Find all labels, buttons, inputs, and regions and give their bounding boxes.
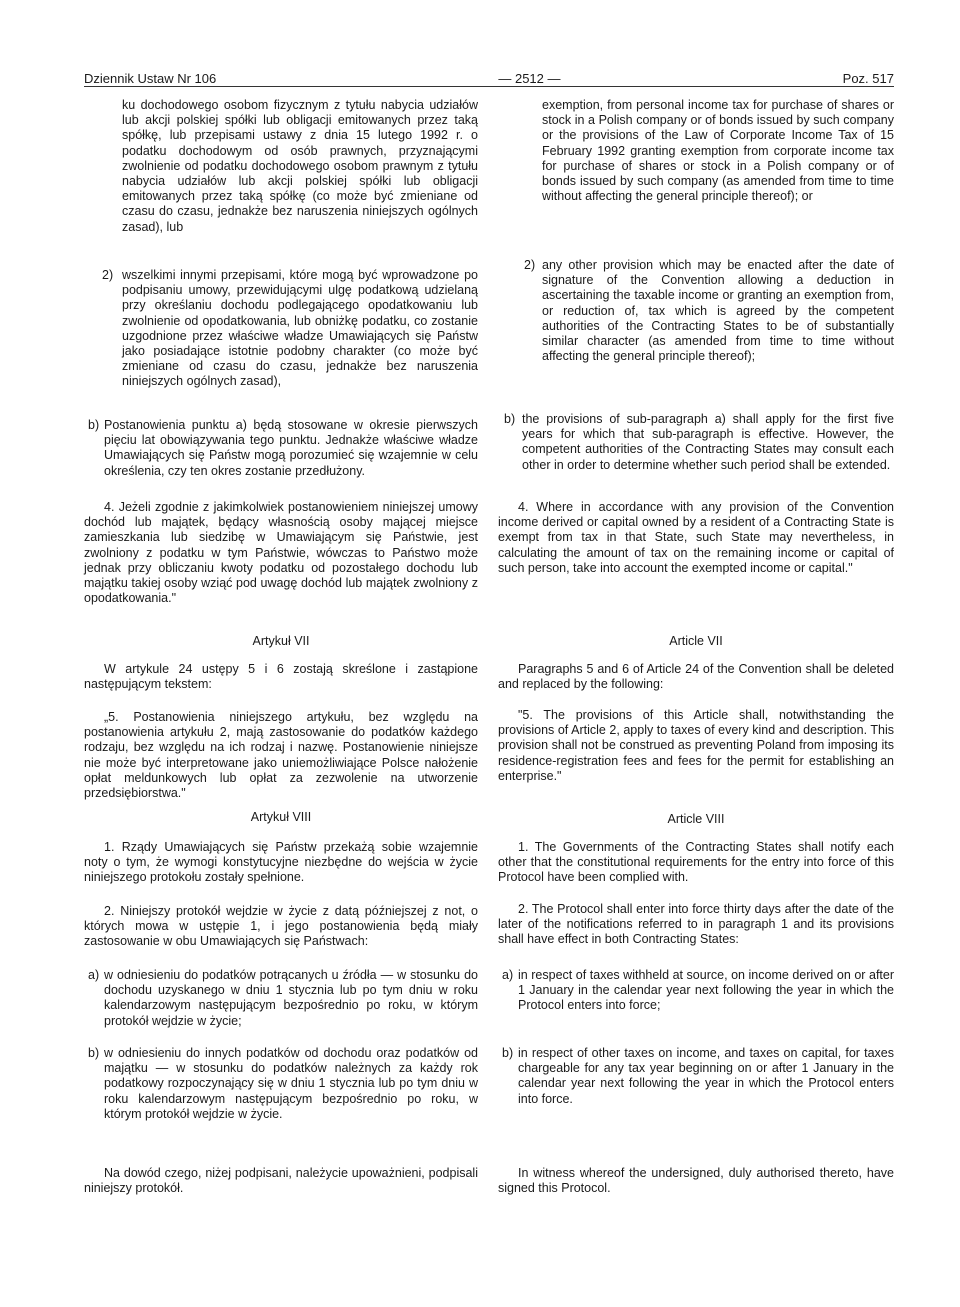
en-block-1	[498, 98, 894, 204]
en-list-item-2	[498, 258, 894, 364]
en-closing: In witness whereof the undersigned, duly authorised thereto, have signed this Protocol.	[498, 1166, 894, 1196]
pl-item-b2-label: b)	[88, 1046, 100, 1060]
en-art8-block	[498, 812, 894, 827]
en-block-para4	[498, 500, 894, 576]
pl-paragraph-4: 4. Jeżeli zgodnie z jakimkolwiek postanowieniem niniejszej umowy dochód lub majątek, będący własnością osoby mającej miejsce zamieszkania lub siedzibę w Umawiającym się Państwie, jest zwolniony z podatku w tym Państwie, wówczas to Państwo może jednak przy obliczaniu kwoty podatku od pozostałego dochodu lub majątku takiej osoby wziąć pod uwagę dochód lub majątek zwolniony z opodatkowania."	[84, 500, 478, 606]
en-item-b2-label: b)	[502, 1046, 514, 1060]
pl-paragraph-continuation: ku dochodowego osobom fizycznym z tytułu nabycia udziałów lub akcji polskiej spółki lub obligacji emitowanych przez taką spółkę, lub przepisami ustawy z dnia 15 lutego 1992 r. o podatku dochodowym od osób prawnych, przyznającymi zwolnienie od podatku dochodowego osobom prawnym z tytułu nabycia udziałów lub akcji polskiej spółki lub obligacji emitowanych przez taką spółkę (co może być zmieniane od czasu do czasu, jednakże bez naruszenia niniejszych ogólnych zasad), lub	[122, 98, 478, 234]
en-art7-intro-block	[498, 662, 894, 692]
pl-art8-block	[84, 810, 478, 825]
en-art8-a-block	[498, 968, 894, 1014]
pl-itemb-text: Postanowienia punktu a) będą stosowane w okresie pierwszych pięciu lat obowiązywania tego punktu. Jednakże właściwe władze Umawiających się Państw mogą porozumieć się wzajemnie w celu określenia, czy ten okres zostanie przedłużony.	[104, 418, 478, 478]
en-article-7-title: Article VII	[669, 634, 723, 648]
en-article-7-intro: Paragraphs 5 and 6 of Article 24 of the Convention shall be deleted and replaced by the following:	[498, 662, 894, 692]
en-item2-label: 2)	[524, 258, 536, 272]
en-art8-p2-block	[498, 902, 894, 948]
position-number: Poz. 517	[842, 71, 894, 86]
en-block-item2	[498, 258, 894, 364]
en-art8-p1-block	[498, 840, 894, 886]
page-number: — 2512 —	[498, 71, 561, 86]
en-article-8-para-1: 1. The Governments of the Contracting States shall notify each other that the constitutional requirements for the entry into force of this Protocol have been complied with.	[498, 840, 894, 885]
pl-itemb-label: b)	[88, 418, 100, 432]
en-list-item-b2	[498, 1046, 894, 1107]
pl-item-b2-text: w odniesieniu do innych podatków od dochodu oraz podatków od majątku — w stosunku do podatków należnych za każdy rok podatkowy rozpoczynający się w dniu 1 stycznia lub po tym dniu w roku kalendarzowym następującym bezpośrednio po roku, w którym protokół wejdzie w życie.	[104, 1046, 478, 1121]
pl-article-8-para-2: 2. Niniejszy protokół wejdzie w życie z datą późniejszej z not, o których mowa w ustępie 1, i jego postanowienia będą miały zastosowanie w obu Umawiających się Państwach:	[84, 904, 478, 949]
pl-art8-p2-block	[84, 904, 478, 950]
pl-article-7-title: Artykuł VII	[252, 634, 310, 648]
pl-art7-block	[84, 634, 478, 649]
pl-list-item-b	[84, 418, 478, 479]
pl-item-a-text: w odniesieniu do podatków potrącanych u źródła — w stosunku do dochodu uzyskanego w dniu 1 stycznia lub po tym dniu w roku kalendarzowym następującym bezpośrednio po roku, w którym protokół wejdzie w życie;	[104, 968, 478, 1028]
pl-closing-block	[84, 1166, 478, 1196]
pl-article-8-para-1: 1. Rządy Umawiających się Państw przekażą sobie wzajemnie noty o tym, że wymogi konstytucyjne niezbędne do wejścia w życie niniejszego protokołu zostały spełnione.	[84, 840, 478, 885]
en-itemb-label: b)	[504, 412, 516, 426]
header-rule	[84, 86, 894, 87]
en-art7-block	[498, 634, 894, 649]
pl-article-8-title: Artykuł VIII	[250, 810, 312, 824]
en-art8-b-block	[498, 1046, 894, 1107]
page-header	[84, 66, 894, 86]
pl-art7-text-block	[84, 710, 478, 801]
pl-art8-a-block	[84, 968, 478, 1029]
en-paragraph-4: 4. Where in accordance with any provision of the Convention income derived or capital owned by a resident of a Contracting State is exempt from tax in that State, such State may nevertheless, in calculating the amount of tax on the remaining income or capital of such person, take into account the exempted income or capital."	[498, 500, 894, 575]
en-article-8-para-2: 2. The Protocol shall enter into force thirty days after the date of the later of the notifications referred to in paragraph 1 and its provisions shall have effect in both Contracting States:	[498, 902, 894, 947]
pl-block-itemb	[84, 418, 478, 479]
pl-art8-b-block	[84, 1046, 478, 1122]
pl-block-1	[84, 98, 478, 235]
pl-block-item2	[84, 268, 478, 390]
pl-article-7-intro: W artykule 24 ustępy 5 i 6 zostają skreślone i zastąpione następującym tekstem:	[84, 662, 478, 692]
en-item-b2-text: in respect of other taxes on income, and taxes on capital, for taxes chargeable for any tax year beginning on or after 1 January in the calendar year next following the year in which the Protocol enters into force.	[518, 1046, 894, 1106]
en-item-a-text: in respect of taxes withheld at source, on income derived on or after 1 January in the calendar year next following the year in which the Protocol enters into force;	[518, 968, 894, 1013]
en-art7-text-block	[498, 708, 894, 784]
en-article-8-title: Article VIII	[667, 812, 725, 826]
pl-list-item-2	[84, 268, 478, 390]
en-list-item-a	[498, 968, 894, 1014]
en-article-7-text: "5. The provisions of this Article shall, notwithstanding the provisions of Article 2, apply to taxes of every kind and description. This provision shall not be construed as preventing Poland from imposing its residence-registration fees and fees for the permit for establishing an enterprise."	[498, 708, 894, 783]
pl-block-para4	[84, 500, 478, 606]
pl-closing: Na dowód czego, niżej podpisani, należycie upoważnieni, podpisali niniejszy protokół.	[84, 1166, 478, 1196]
pl-list-item-a	[84, 968, 478, 1029]
pl-item2-label: 2)	[102, 268, 114, 282]
pl-article-7-text: „5. Postanowienia niniejszego artykułu, bez względu na postanowienia artykułu 2, mają zastosowanie do podatków każdego rodzaju, bez względu na ich rodzaj i nazwę. Postanowienie niniejsze nie może być interpretowane jako uniemożliwiające Polsce nałożenie opłat meldunkowych lub opłat za zezwolenie na utworzenie przedsiębiorstwa."	[84, 710, 478, 801]
pl-list-item-b2	[84, 1046, 478, 1122]
en-itemb-text: the provisions of sub-paragraph a) shall apply for the first five years for which that sub-paragraph is effective. However, the competent authorities of the Contracting States may consult each other in order to determine whether such period shall be extended.	[522, 412, 894, 472]
pl-item2-text: wszelkimi innymi przepisami, które mogą być wprowadzone po podpisaniu umowy, przewidującymi ulgę podatkową udzielaną przy określaniu dochodu podlegającego opodatkowaniu lub zwolnienie od opodatkowania, lub obniżkę podatku, co zostanie uzgodnione przez właściwe władze Umawiających się Państw jako posiadające istotnie podobny charakter (co może być zmieniane od czasu do czasu, jednakże bez naruszenia niniejszych ogólnych zasad),	[122, 268, 478, 389]
pl-art7-intro-block	[84, 662, 478, 692]
pl-art8-p1-block	[84, 840, 478, 886]
en-paragraph-continuation: exemption, from personal income tax for purchase of shares or stock in a Polish company or of bonds issued by such company or the provisions of the Law of Corporate Income Tax of 15 February 1992 granting exemption from corporate income tax for purchase of shares or stock in a Polish company or of bonds issued by such company (as amended from time to time without affecting the general principle thereof); or	[542, 98, 894, 204]
en-closing-block	[498, 1166, 894, 1196]
en-item-a-label: a)	[502, 968, 514, 982]
journal-name: Dziennik Ustaw Nr 106	[84, 71, 217, 86]
en-block-itemb	[498, 412, 894, 473]
en-list-item-b	[498, 412, 894, 473]
pl-item-a-label: a)	[88, 968, 100, 982]
en-item2-text: any other provision which may be enacted after the date of signature of the Convention allowing a deduction in ascertaining the taxable income or granting an exemption from, or reduction of, tax which is agreed by the competent authorities of the Contracting States to be of substantially similar character (as amended from time to time without affecting the general principle thereof);	[542, 258, 894, 364]
